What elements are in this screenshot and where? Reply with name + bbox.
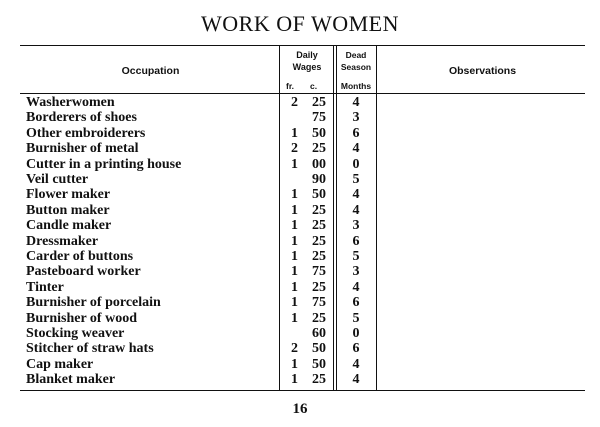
occupation-cell: Cutter in a printing house — [26, 156, 182, 172]
wage-centimes-cell: 25 — [312, 202, 326, 218]
dead-season-months-cell: 0 — [352, 156, 360, 172]
wage-francs-cell: 1 — [291, 202, 298, 218]
occupation-cell: Flower maker — [26, 187, 111, 203]
wage-centimes-cell: 50 — [312, 187, 326, 203]
wage-centimes-cell: 75 — [312, 264, 326, 280]
occupation-cell: Burnisher of wood — [26, 310, 137, 326]
table-row — [0, 126, 600, 142]
wage-francs-cell: 1 — [291, 233, 298, 249]
dead-season-months-cell: 0 — [352, 326, 360, 341]
dead-season-months-cell: 6 — [352, 125, 360, 141]
wage-francs-cell: 1 — [291, 356, 298, 372]
occupation-cell: Veil cutter — [26, 172, 89, 187]
occupation-cell: Candle maker — [26, 218, 112, 234]
header-sub-centimes: c. — [310, 81, 318, 91]
wage-centimes-cell: 75 — [312, 295, 326, 311]
wage-centimes-cell: 00 — [312, 156, 326, 172]
table-row — [0, 311, 600, 327]
wage-centimes-cell: 25 — [312, 218, 326, 234]
table-row — [0, 264, 600, 280]
occupation-cell: Cap maker — [26, 356, 94, 372]
dead-season-months-cell: 4 — [352, 187, 360, 203]
occupation-cell: Tinter — [26, 279, 64, 295]
table-row — [0, 218, 600, 234]
wage-centimes-cell: 25 — [312, 233, 326, 249]
dead-season-months-cell: 5 — [352, 249, 360, 264]
dead-season-months-cell: 3 — [352, 264, 360, 280]
wage-francs-cell: 1 — [291, 249, 298, 264]
table-row — [0, 172, 600, 188]
occupation-cell: Button maker — [26, 202, 110, 218]
wage-centimes-cell: 25 — [312, 310, 326, 326]
table-row — [0, 187, 600, 203]
table-row — [0, 157, 600, 173]
table-row — [0, 203, 600, 219]
table-bottom-rule — [20, 390, 585, 391]
header-sub-francs: fr. — [286, 81, 295, 91]
dead-season-months-cell: 4 — [352, 95, 360, 110]
wage-centimes-cell: 50 — [312, 341, 326, 357]
occupation-cell: Washerwomen — [26, 95, 115, 110]
dead-season-months-cell: 6 — [352, 341, 360, 357]
header-daily-wages — [281, 49, 333, 73]
dead-season-months-cell: 4 — [352, 141, 360, 157]
dead-season-months-cell: 6 — [352, 295, 360, 311]
table-row — [0, 110, 600, 126]
table-row — [0, 372, 600, 388]
dead-season-months-cell: 5 — [352, 172, 360, 187]
wage-francs-cell: 1 — [291, 372, 298, 388]
wage-centimes-cell: 25 — [312, 249, 326, 264]
table-row — [0, 95, 600, 111]
dead-season-months-cell: 4 — [352, 202, 360, 218]
table-row — [0, 357, 600, 373]
occupation-cell: Burnisher of metal — [26, 141, 139, 157]
wage-centimes-cell: 25 — [312, 95, 326, 110]
occupation-cell: Burnisher of porcelain — [26, 295, 161, 311]
wage-francs-cell: 1 — [291, 218, 298, 234]
wage-francs-cell: 2 — [291, 95, 298, 110]
wage-francs-cell: 2 — [291, 341, 298, 357]
table-row — [0, 326, 600, 342]
wage-centimes-cell: 25 — [312, 279, 326, 295]
occupation-cell: Other embroiderers — [26, 125, 146, 141]
table-row — [0, 234, 600, 250]
occupation-cell: Stitcher of straw hats — [26, 341, 154, 357]
table-row — [0, 341, 600, 357]
occupation-cell: Blanket maker — [26, 372, 116, 388]
header-daily-wages-line2: Wages — [292, 62, 322, 72]
dead-season-months-cell: 3 — [352, 218, 360, 234]
wage-francs-cell: 1 — [291, 156, 298, 172]
wage-francs-cell: 1 — [291, 295, 298, 311]
page-title: WORK OF WOMEN — [201, 11, 399, 36]
dead-season-months-cell: 4 — [352, 279, 360, 295]
header-dead-season-line1: Dead — [345, 50, 367, 60]
dead-season-months-cell: 3 — [352, 110, 360, 126]
occupation-cell: Stocking weaver — [26, 326, 125, 341]
wage-francs-cell: 2 — [291, 141, 298, 157]
occupation-cell: Carder of buttons — [26, 249, 134, 264]
wage-centimes-cell: 75 — [312, 110, 326, 126]
page-number: 16 — [292, 401, 308, 417]
header-observations: Observations — [448, 65, 517, 77]
wage-centimes-cell: 25 — [312, 141, 326, 157]
dead-season-months-cell: 4 — [352, 372, 360, 388]
table-row — [0, 249, 600, 265]
table-row — [0, 280, 600, 296]
header-dead-season — [337, 49, 375, 73]
dead-season-months-cell: 4 — [352, 356, 360, 372]
wage-centimes-cell: 50 — [312, 125, 326, 141]
wage-francs-cell: 1 — [291, 125, 298, 141]
table-row — [0, 141, 600, 157]
header-sub-months: Months — [340, 81, 372, 91]
wage-francs-cell: 1 — [291, 264, 298, 280]
table-top-rule — [20, 45, 585, 46]
header-dead-season-line2: Season — [340, 62, 372, 72]
wage-centimes-cell: 90 — [312, 172, 326, 187]
wage-centimes-cell: 60 — [312, 326, 326, 341]
wage-francs-cell: 1 — [291, 187, 298, 203]
table-row — [0, 295, 600, 311]
dead-season-months-cell: 6 — [352, 233, 360, 249]
dead-season-months-cell: 5 — [352, 310, 360, 326]
wage-francs-cell: 1 — [291, 310, 298, 326]
header-occupation: Occupation — [121, 65, 180, 77]
header-bottom-rule — [20, 93, 585, 94]
wage-centimes-cell: 25 — [312, 372, 326, 388]
header-daily-wages-line1: Daily — [296, 50, 318, 60]
occupation-cell: Pasteboard worker — [26, 264, 141, 280]
occupation-cell: Borderers of shoes — [26, 110, 137, 126]
occupation-cell: Dressmaker — [26, 233, 99, 249]
wage-centimes-cell: 50 — [312, 356, 326, 372]
wage-francs-cell: 1 — [291, 279, 298, 295]
